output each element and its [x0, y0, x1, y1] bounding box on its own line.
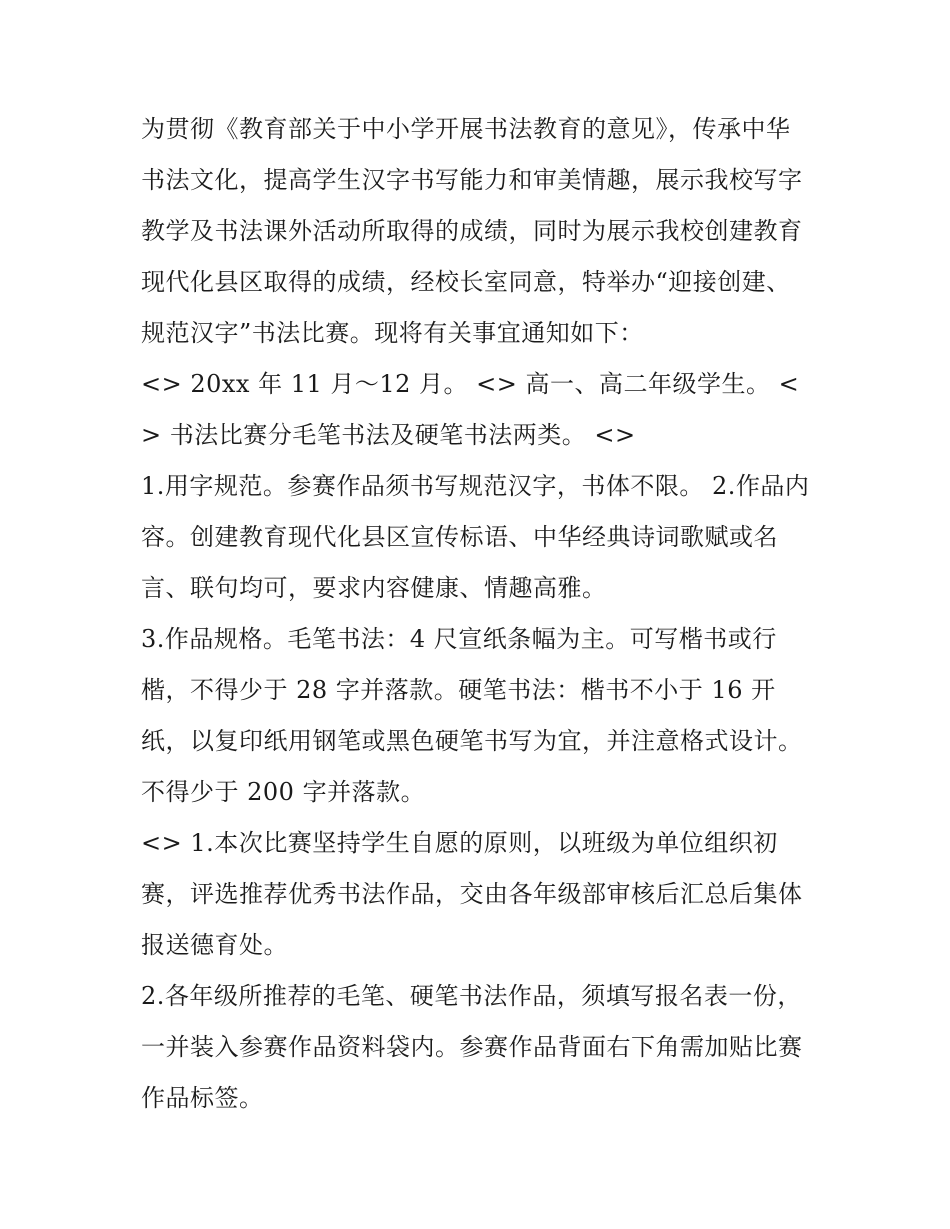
paragraph-submission: 2.各年级所推荐的毛笔、硬笔书法作品，须填写报名表一份，一并装入参赛作品资料袋内。参赛作品背面右下角需加贴比赛作品标签。 [141, 982, 803, 1112]
paragraph-organization: <> 1.本次比赛坚持学生自愿的原则，以班级为单位组织初赛，评选推荐优秀书法作品，交由各年级部审核后汇总后集体报送德育处。 [141, 829, 803, 959]
paragraph-time-participants-categories: <> 20xx 年 11 月～12 月。 <> 高一、高二年级学生。 <> 书法比赛分毛笔书法及硬笔书法两类。 <> [141, 370, 800, 449]
paragraph-requirements-content: 1.用字规范。参赛作品须书写规范汉字，书体不限。 2.作品内容。创建教育现代化县区宣传标语、中华经典诗词歌赋或名言、联句均可，要求内容健康、情趣高雅。 [141, 472, 810, 602]
paragraph-intro: 为贯彻《教育部关于中小学开展书法教育的意见》，传承中华书法文化，提高学生汉字书写能力和审美情趣，展示我校写字教学及书法课外活动所取得的成绩，同时为展示我校创建教育现代化县区取得的成绩，经校长室同意，特举办“迎接创建、规范汉字”书法比赛。现将有关事宜通知如下： [141, 115, 803, 347]
document-body [141, 104, 813, 1124]
paragraph-specifications: 3.作品规格。毛笔书法：4 尺宣纸条幅为主。可写楷书或行楷，不得少于 28 字并落款。硬笔书法：楷书不小于 16 开纸，以复印纸用钢笔或黑色硬笔书写为宜，并注意格式设计。不得少于 200 字并落款。 [141, 625, 803, 806]
